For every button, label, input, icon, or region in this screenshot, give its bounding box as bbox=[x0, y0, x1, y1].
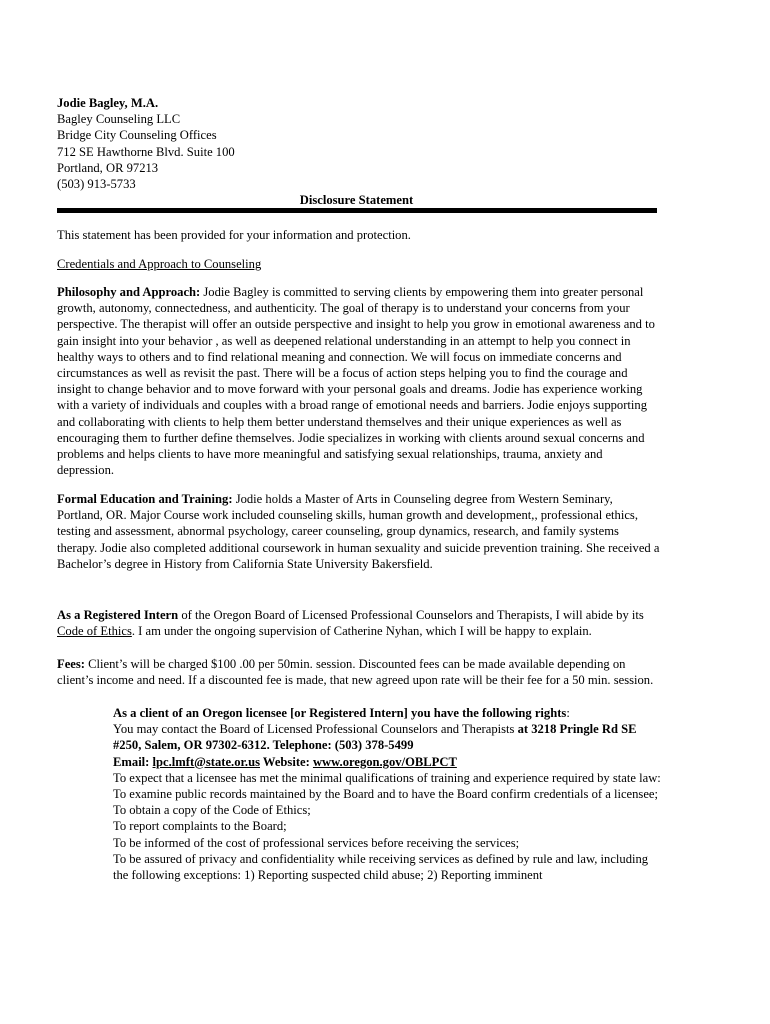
right-item: To examine public records maintained by the Board and to have the Board confirm credentials of a licensee; bbox=[113, 787, 658, 802]
fees-label: Fees: bbox=[57, 657, 85, 671]
code-of-ethics-link[interactable]: Code of Ethics bbox=[57, 624, 132, 639]
rights-heading-line bbox=[113, 705, 661, 721]
board-email-link[interactable]: lpc.lmft@state.or.us bbox=[152, 754, 260, 769]
philosophy-paragraph bbox=[57, 284, 660, 478]
fees-text: Client’s will be charged $100 .00 per 50min. session. Discounted fees can be made available depending on client’s income and need. If a discounted fee is made, that new agreed upon rate will be their fee for a 50 min. session. bbox=[57, 657, 654, 688]
intern-text: of the Oregon Board of Licensed Professional Counselors and Therapists, I will abide by its bbox=[181, 608, 644, 622]
education-label: Formal Education and Training: bbox=[57, 492, 233, 506]
philosophy-label: Philosophy and Approach: bbox=[57, 285, 201, 299]
company-name: Bagley Counseling LLC bbox=[57, 112, 181, 127]
letterhead bbox=[57, 95, 235, 192]
office-name: Bridge City Counseling Offices bbox=[57, 128, 217, 143]
counselor-name: Jodie Bagley, M.A. bbox=[57, 96, 159, 110]
website-label: Website: bbox=[262, 754, 310, 769]
fees-paragraph bbox=[57, 656, 660, 688]
philosophy-text: Jodie Bagley is committed to serving clients by empowering them into greater personal growth, autonomy, connectedness, and authenticity. The goal of therapy is to understand your concerns from your perspective. The therapist will offer an outside perspective and insight to help you grow in emotional awareness and to gain insight into your behavior , as well as deepened relational understanding in an attempt to help you connect in healthy ways to others and to find relational meaning and connection. We will focus on immediate concerns and circumstances as well as revisit the past. There will be a focus of action steps helping you to find the courage and insight to change behavior and to move forward with your personal goals and dreams. Jodie has experience working with a variety of individuals and couples with a broad range of emotional needs and barriers. Jodie enjoys supporting and collaborating with clients to help them better understand themselves and their unique experiences as well as encouraging them to further define themselves. Jodie specializes in working with clients around sexual concerns and problems and helps clients to have more meaningful and satisfying sexual relationships, trauma, anxiety and depression. bbox=[57, 285, 655, 478]
email-label: Email: bbox=[113, 754, 150, 769]
education-text: Jodie holds a Master of Arts in Counseling degree from Western Seminary, Portland, OR. Major Course work included counseling skills, human growth and development,, professional ethics, testing and assessment, abnormal psychology, career counseling, group dynamics, research, and family systems therapy. Jodie also completed additional coursework in human sexuality and suicide prevention training. She received a Bachelor’s degree in History from California State University Bakersfield. bbox=[57, 492, 660, 571]
street-address: 712 SE Hawthorne Blvd. Suite 100 bbox=[57, 144, 235, 159]
title-divider bbox=[57, 208, 657, 213]
right-item: To report complaints to the Board; bbox=[113, 819, 287, 834]
city-state-zip: Portland, OR 97213 bbox=[57, 160, 159, 175]
intern-label: As a Registered Intern bbox=[57, 608, 179, 622]
board-online-contact bbox=[113, 754, 661, 770]
right-item: To be informed of the cost of professional services before receiving the services; bbox=[113, 835, 520, 850]
document-title: Disclosure Statement bbox=[299, 193, 414, 207]
phone-number: (503) 913-5733 bbox=[57, 177, 136, 192]
section-heading: Credentials and Approach to Counseling bbox=[57, 257, 262, 271]
education-paragraph bbox=[57, 491, 660, 572]
intern-text-end: . I am under the ongoing supervision of Catherine Nyhan, which I will be happy to explain. bbox=[131, 624, 592, 639]
rights-heading: As a client of an Oregon licensee [or Registered Intern] you have the following rights bbox=[113, 706, 567, 720]
board-contact-text: You may contact the Board of Licensed Professional Counselors and Therapists bbox=[113, 722, 515, 737]
client-rights-section bbox=[113, 705, 661, 883]
right-item: To expect that a licensee has met the minimal qualifications of training and experience required by state law: bbox=[113, 770, 661, 785]
rights-heading-colon: : bbox=[566, 706, 570, 720]
board-contact bbox=[113, 721, 661, 753]
right-item: To obtain a copy of the Code of Ethics; bbox=[113, 803, 311, 818]
right-item: To be assured of privacy and confidentiality while receiving services as defined by rule and law, including the following exceptions: 1) Reporting suspected child abuse; 2) Reporting imminent bbox=[113, 851, 649, 883]
intern-paragraph bbox=[57, 607, 660, 639]
board-website-link[interactable]: www.oregon.gov/OBLPCT bbox=[312, 754, 457, 769]
intro-paragraph: This statement has been provided for your information and protection. bbox=[57, 228, 411, 242]
board-address: at 3218 Pringle Rd SE #250, Salem, OR 97302-6312. Telephone: (503) 378-5499 bbox=[113, 722, 637, 753]
